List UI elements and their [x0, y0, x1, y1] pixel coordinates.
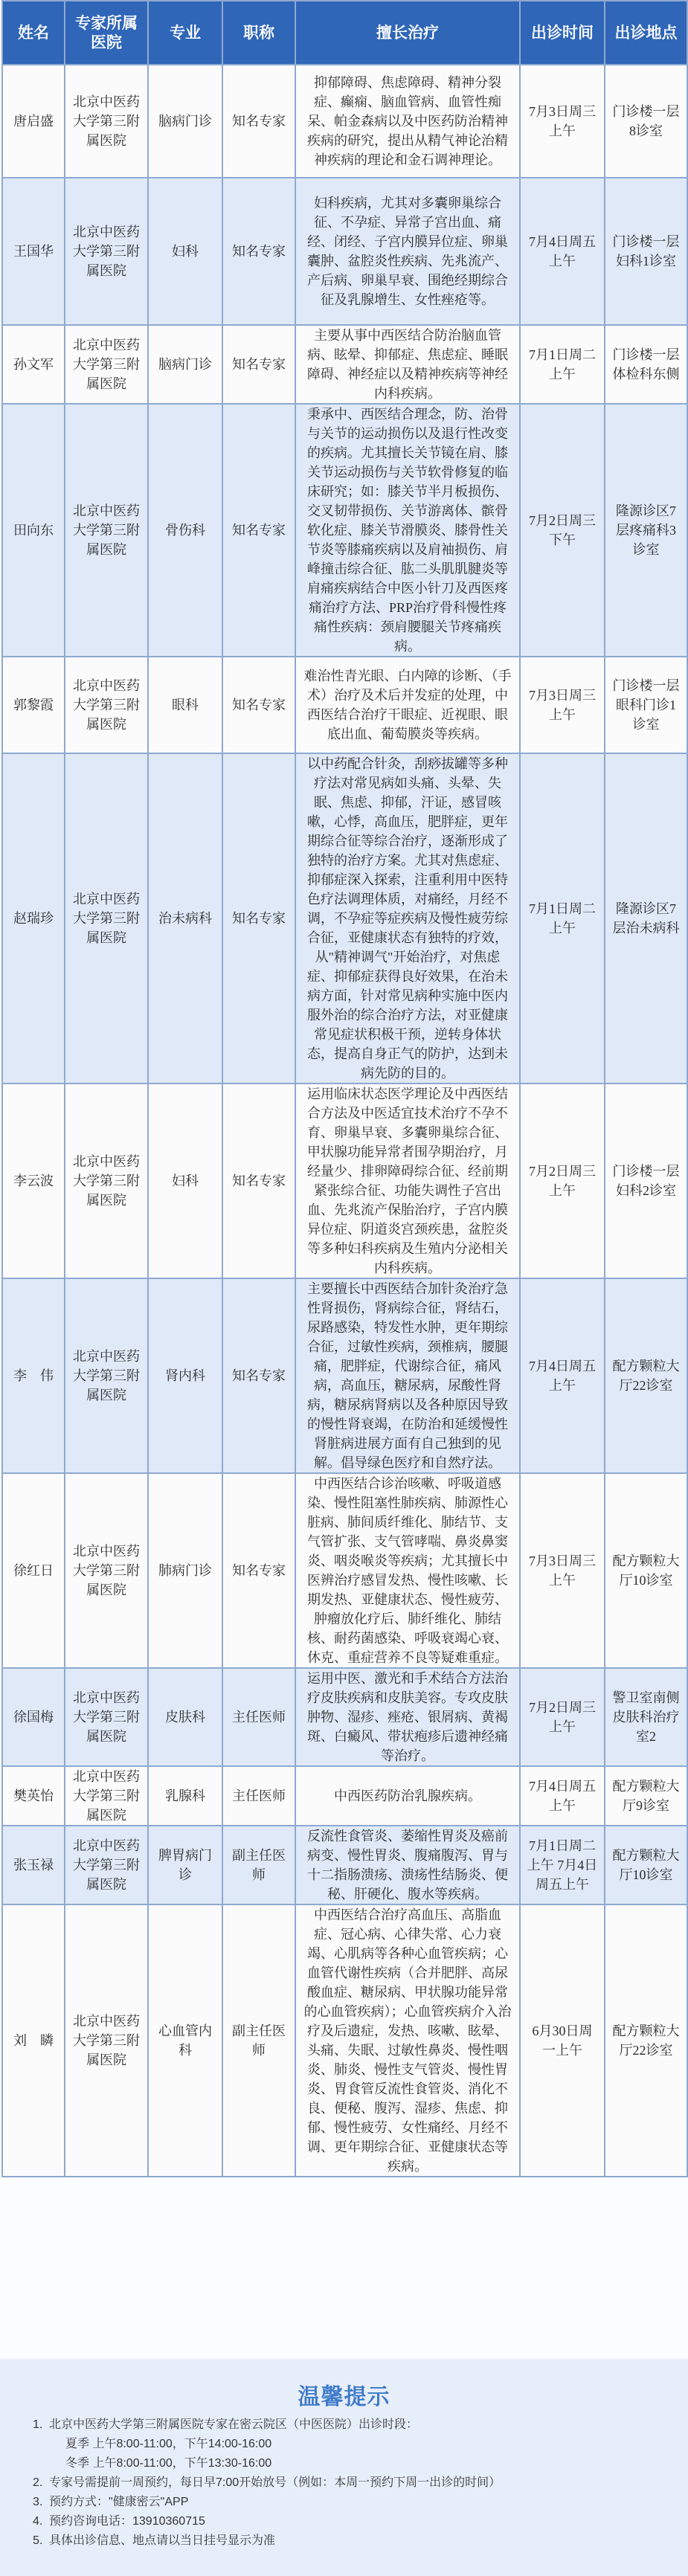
expertise-cell: 妇科疾病，尤其对多囊卵巢综合征、不孕症、异常子宫出血、痛经、闭经、子宫内膜异位症、卵巢囊肿、盆腔炎性疾病、先兆流产、产后病、卵巢早衰、围绝经期综合征及乳腺增生、女性痤疮等。 [295, 178, 520, 325]
hospital-cell: 北京中医药大学第三附属医院 [65, 1766, 148, 1826]
tip-text: 预约方式："健康密云"APP [49, 2496, 189, 2508]
tips-list [33, 2415, 672, 2551]
hospital-cell: 北京中医药大学第三附属医院 [65, 753, 148, 1083]
name-cell: 王国华 [2, 178, 65, 325]
hospital-cell: 北京中医药大学第三附属医院 [65, 178, 148, 325]
expertise-cell: 中西医结合治疗高血压、高脂血症、冠心病、心律失常、心力衰竭、心肌病等各种心血管疾病；心血管代谢性疾病（合并肥胖、高尿酸血症、糖尿病、甲状腺功能异常的心血管疾病）；心血管疾病介入治疗及后遗症，发热、咳嗽、眩晕、头痛、失眠、过敏性鼻炎、慢性咽炎、肺炎、慢性支气管炎、慢性胃炎、胃食管反流性食管炎、消化不良、便秘、腹泻、湿疹、焦虑、抑郁、慢性疲劳、女性痛经、月经不调、更年期综合征、亚健康状态等疾病。 [295, 1904, 520, 2177]
title-cell: 副主任医师 [222, 1904, 295, 2177]
title-cell: 知名专家 [222, 325, 295, 404]
location-cell: 门诊楼一层8诊室 [605, 65, 687, 178]
header-time: 出诊时间 [520, 1, 605, 65]
department-cell: 骨伤科 [148, 404, 222, 657]
department-cell: 妇科 [148, 1083, 222, 1278]
hospital-cell: 北京中医药大学第三附属医院 [65, 1826, 148, 1904]
name-cell: 赵瑞珍 [2, 753, 65, 1083]
hospital-cell: 北京中医药大学第三附属医院 [65, 325, 148, 404]
name-cell: 唐启盛 [2, 65, 65, 178]
location-cell: 配方颗粒大厅9诊室 [605, 1766, 687, 1826]
name-cell: 徐国梅 [2, 1668, 65, 1766]
location-cell: 配方颗粒大厅22诊室 [605, 1904, 687, 2177]
time-cell: 7月3日周三上午 [520, 65, 605, 178]
title-cell: 知名专家 [222, 1278, 295, 1473]
tip-number: 3. [33, 2496, 43, 2508]
tip-number: 4. [33, 2515, 43, 2528]
title-cell: 知名专家 [222, 1473, 295, 1668]
expertise-cell: 秉承中、西医结合理念，防、治骨与关节的运动损伤以及退行性改变的疾病。尤其擅长关节镜在肩、膝关节运动损伤与关节软骨修复的临床研究；如：膝关节半月板损伤、交叉韧带损伤、关节游离体、髌骨软化症、膝关节滑膜炎、膝骨性关节炎等膝痛疾病以及肩袖损伤、肩峰撞击综合征、肱二头肌肌腱炎等肩痛疾病结合中医小针刀及西医疼痛治疗方法、PRP治疗骨科慢性疼痛性疾病：颈肩腰腿关节疼痛疾病。 [295, 404, 520, 657]
tip-text: 具体出诊信息、地点请以当日挂号显示为准 [49, 2534, 276, 2547]
table-row [2, 1668, 687, 1766]
name-cell: 徐红日 [2, 1473, 65, 1668]
tip-item [33, 2473, 672, 2493]
title-cell: 主任医师 [222, 1766, 295, 1826]
hospital-cell: 北京中医药大学第三附属医院 [65, 65, 148, 178]
time-cell: 7月2日周三上午 [520, 1083, 605, 1278]
time-cell: 7月4日周五上午 [520, 1278, 605, 1473]
time-cell: 7月1日周二上午 [520, 325, 605, 404]
name-cell: 樊英怡 [2, 1766, 65, 1826]
tip-item [33, 2493, 672, 2512]
tip-text: 夏季 上午8:00-11:00，下午14:00-16:00 [65, 2438, 272, 2450]
location-cell: 警卫室南侧皮肤科治疗室2 [605, 1668, 687, 1766]
location-cell: 门诊楼一层妇科1诊室 [605, 178, 687, 325]
time-cell: 7月1日周二上午 [520, 753, 605, 1083]
tips-panel [0, 2359, 688, 2576]
tip-number: 5. [33, 2534, 43, 2547]
name-cell: 郭黎霞 [2, 657, 65, 753]
department-cell: 肾内科 [148, 1278, 222, 1473]
header-title: 职称 [222, 1, 295, 65]
tip-text: 预约咨询电话：13910360715 [49, 2515, 205, 2528]
expertise-cell: 运用中医、激光和手术结合方法治疗皮肤疾病和皮肤美容。专攻皮肤肿物、湿疹、痤疮、银屑病、黄褐斑、白癜风、带状疱疹后遗神经痛等治疗。 [295, 1668, 520, 1766]
time-cell: 7月2日周三下午 [520, 404, 605, 657]
header-name: 姓名 [2, 1, 65, 65]
department-cell: 皮肤科 [148, 1668, 222, 1766]
expertise-cell: 运用临床状态医学理论及中西医结合方法及中医适宜技术治疗不孕不育、卵巢早衰、多囊卵巢综合征、甲状腺功能异常者围孕期治疗，月经量少、排卵障碍综合征、经前期紧张综合征、功能失调性子宫出血、先兆流产保胎治疗，子宫内膜异位症、阴道炎宫颈疾患，盆腔炎等多种妇科疾病及生殖内分泌相关内科疾病。 [295, 1083, 520, 1278]
table-row [2, 1766, 687, 1826]
expertise-cell: 以中药配合针灸，刮痧拔罐等多种疗法对常见病如头痛、头晕、失眠、焦虑、抑郁，汗证，感冒咳嗽，心悸，高血压，肥胖症，更年期综合征等综合治疗，逐渐形成了独特的治疗方案。尤其对焦虑症、抑郁症深入探索，注重利用中医特色疗法调理体质，对痛经，月经不调，不孕症等症疾病及慢性疲劳综合征，亚健康状态有独特的疗效，从"精神调气"开始治疗，对焦虑症、抑郁症获得良好效果，在治未病方面，针对常见病种实施中医内服外治的综合治疗方法，对亚健康常见症状积极干预，逆转身体状态，提高自身正气的防护，达到未病先防的目的。 [295, 753, 520, 1083]
tip-item [33, 2531, 672, 2551]
tip-text: 北京中医药大学第三附属医院专家在密云院区（中医医院）出诊时段： [49, 2418, 419, 2431]
expertise-cell: 难治性青光眼、白内障的诊断、（手术）治疗及术后并发症的处理，中西医结合治疗干眼症、近视眼、眼底出血、葡萄膜炎等疾病。 [295, 657, 520, 753]
title-cell: 知名专家 [222, 1083, 295, 1278]
department-cell: 肺病门诊 [148, 1473, 222, 1668]
department-cell: 乳腺科 [148, 1766, 222, 1826]
table-row [2, 1278, 687, 1473]
header-hospital: 专家所属医院 [65, 1, 148, 65]
location-cell: 门诊楼一层妇科2诊室 [605, 1083, 687, 1278]
title-cell: 知名专家 [222, 753, 295, 1083]
table-row [2, 325, 687, 404]
expertise-cell: 抑郁障碍、焦虑障碍、精神分裂症、癫痫、脑血管病、血管性痴呆、帕金森病以及中医药防治精神疾病的研究，提出从精气神论治精神疾病的理论和金石调神理论。 [295, 65, 520, 178]
tip-number: 1. [33, 2418, 43, 2431]
department-cell: 脾胃病门诊 [148, 1826, 222, 1904]
table-row [2, 1826, 687, 1904]
location-cell: 门诊楼一层体检科东侧 [605, 325, 687, 404]
hospital-cell: 北京中医药大学第三附属医院 [65, 1278, 148, 1473]
name-cell: 田向东 [2, 404, 65, 657]
table-row [2, 1904, 687, 2177]
name-cell: 李云波 [2, 1083, 65, 1278]
time-cell: 7月1日周二上午 7月4日周五上午 [520, 1826, 605, 1904]
tip-text: 冬季 上午8:00-11:00，下午13:30-16:00 [65, 2457, 272, 2470]
department-cell: 脑病门诊 [148, 65, 222, 178]
tip-text: 专家号需提前一周预约，每日早7:00开始放号（例如：本周一预约下周一出诊的时间） [49, 2476, 501, 2489]
tip-item [33, 2435, 672, 2454]
title-cell: 知名专家 [222, 65, 295, 178]
title-cell: 知名专家 [222, 657, 295, 753]
table-row [2, 1473, 687, 1668]
tips-title: 温馨提示 [298, 2385, 390, 2409]
hospital-cell: 北京中医药大学第三附属医院 [65, 1083, 148, 1278]
location-cell: 隆源诊区7层治未病科 [605, 753, 687, 1083]
table-row [2, 404, 687, 657]
time-cell: 6月30日周一上午 [520, 1904, 605, 2177]
location-cell: 配方颗粒大厅10诊室 [605, 1473, 687, 1668]
table-row [2, 65, 687, 178]
name-cell: 张玉禄 [2, 1826, 65, 1904]
name-cell: 孙文军 [2, 325, 65, 404]
hospital-cell: 北京中医药大学第三附属医院 [65, 657, 148, 753]
expertise-cell: 中西医药防治乳腺疾病。 [295, 1766, 520, 1826]
tip-item [33, 2415, 672, 2435]
table-row [2, 1083, 687, 1278]
table-header-row [2, 1, 687, 65]
department-cell: 治未病科 [148, 753, 222, 1083]
time-cell: 7月4日周五上午 [520, 178, 605, 325]
tip-item [33, 2454, 672, 2473]
time-cell: 7月3日周三上午 [520, 657, 605, 753]
department-cell: 心血管内科 [148, 1904, 222, 2177]
location-cell: 配方颗粒大厅10诊室 [605, 1826, 687, 1904]
department-cell: 妇科 [148, 178, 222, 325]
table-row [2, 178, 687, 325]
tip-item [33, 2512, 672, 2531]
expertise-cell: 中西医结合诊治咳嗽、呼吸道感染、慢性阻塞性肺疾病、肺源性心脏病、肺间质纤维化、肺结节、支气管扩张、支气管哮喘、鼻炎鼻窦炎、咽炎喉炎等疾病；尤其擅长中医辨治疗感冒发热、慢性咳嗽、长期发热、亚健康状态、慢性疲劳、肿瘤放化疗后、肺纤维化、肺结核、耐药菌感染、呼吸衰竭心衰、休克、重症营养不良等疑难重症。 [295, 1473, 520, 1668]
table-row [2, 657, 687, 753]
location-cell: 门诊楼一层眼科门诊1诊室 [605, 657, 687, 753]
name-cell: 李 伟 [2, 1278, 65, 1473]
expertise-cell: 反流性食管炎、萎缩性胃炎及癌前病变、慢性胃炎、腹痛腹泻、胃与十二指肠溃疡、溃疡性结肠炎、便秘、肝硬化、腹水等疾病。 [295, 1826, 520, 1904]
tip-number: 2. [33, 2476, 43, 2489]
name-cell: 刘 瞵 [2, 1904, 65, 2177]
title-cell: 主任医师 [222, 1668, 295, 1766]
hospital-cell: 北京中医药大学第三附属医院 [65, 1473, 148, 1668]
time-cell: 7月2日周三上午 [520, 1668, 605, 1766]
location-cell: 配方颗粒大厅22诊室 [605, 1278, 687, 1473]
header-department: 专业 [148, 1, 222, 65]
title-cell: 知名专家 [222, 404, 295, 657]
header-location: 出诊地点 [605, 1, 687, 65]
title-cell: 知名专家 [222, 178, 295, 325]
expert-schedule-table [1, 0, 688, 2177]
table-row [2, 753, 687, 1083]
time-cell: 7月4日周五上午 [520, 1766, 605, 1826]
department-cell: 眼科 [148, 657, 222, 753]
time-cell: 7月3日周三上午 [520, 1473, 605, 1668]
title-cell: 副主任医师 [222, 1826, 295, 1904]
expertise-cell: 主要从事中西医结合防治脑血管病、眩晕、抑郁症、焦虑症、睡眠障碍、神经症以及精神疾病等神经内科疾病。 [295, 325, 520, 404]
department-cell: 脑病门诊 [148, 325, 222, 404]
hospital-cell: 北京中医药大学第三附属医院 [65, 404, 148, 657]
hospital-cell: 北京中医药大学第三附属医院 [65, 1668, 148, 1766]
header-expertise: 擅长治疗 [295, 1, 520, 65]
expertise-cell: 主要擅长中西医结合加针灸治疗急性肾损伤，肾病综合征，肾结石，尿路感染，特发性水肿，更年期综合征，过敏性疾病，颈椎病，腰腿痛，肥胖症，代谢综合征，痛风病，高血压，糖尿病，尿酸性肾病，糖尿病肾病以及各种原因导致的慢性肾衰竭，在防治和延缓慢性肾脏病进展方面有自己独到的见解。倡导绿色医疗和自然疗法。 [295, 1278, 520, 1473]
hospital-cell: 北京中医药大学第三附属医院 [65, 1904, 148, 2177]
location-cell: 隆源诊区7层疼痛科3诊室 [605, 404, 687, 657]
